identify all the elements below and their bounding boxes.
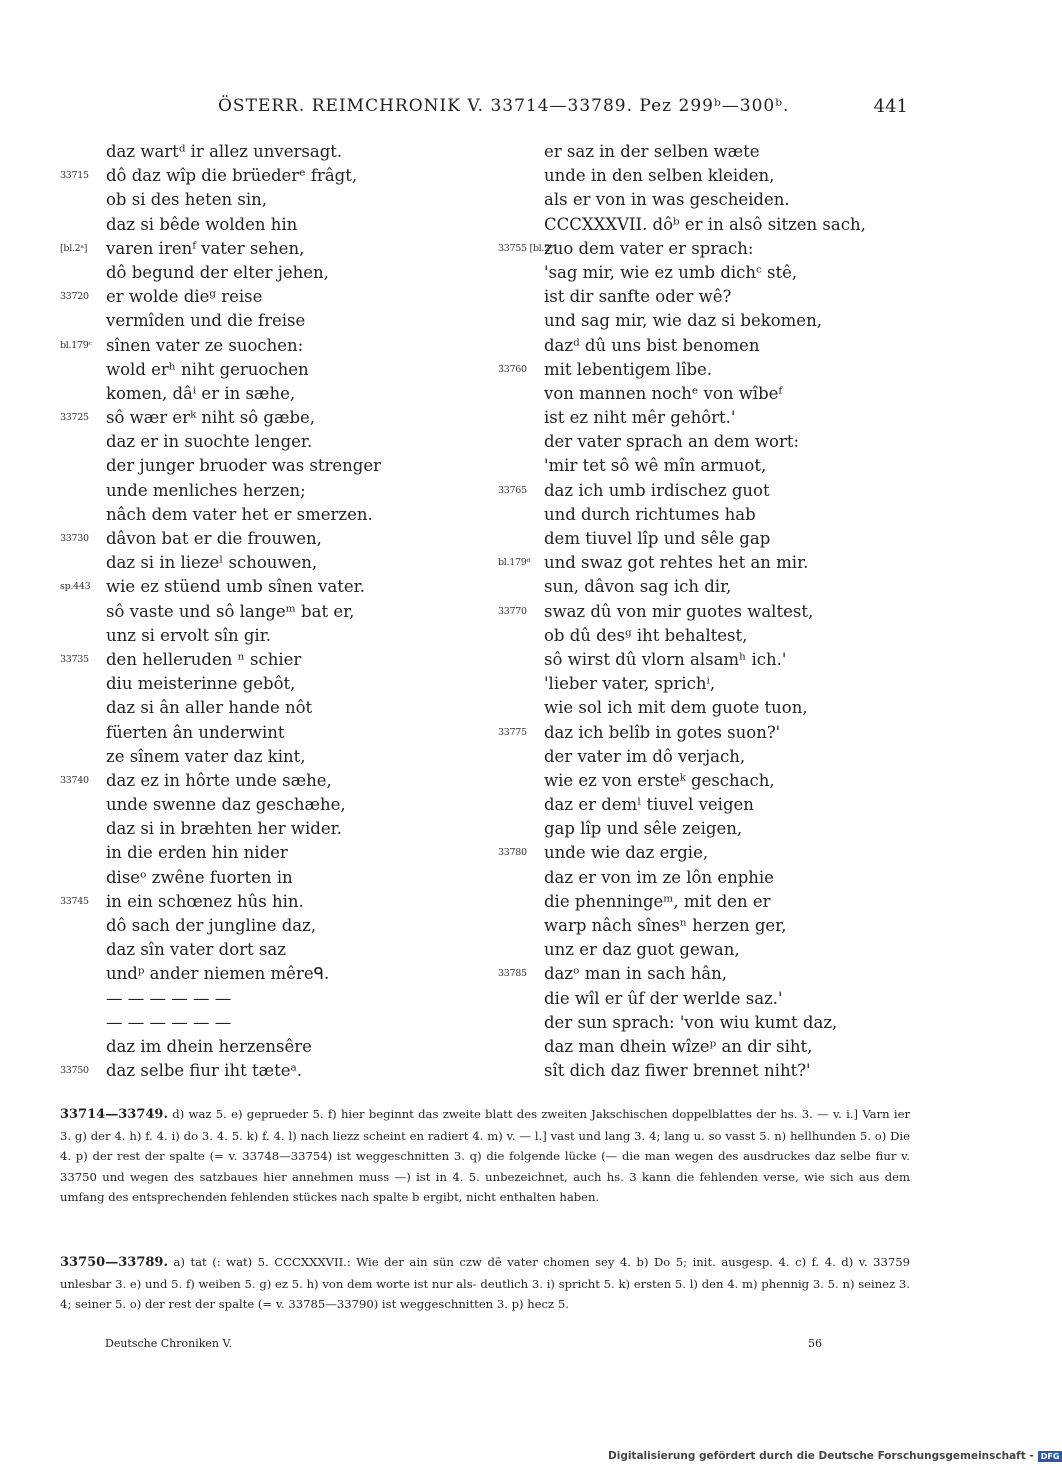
footer-signature: 56 xyxy=(808,1337,822,1350)
verse-text: ze sînem vater daz kint, xyxy=(106,746,306,766)
verse-line xyxy=(60,213,460,237)
verse-number: bl.179ᶜ xyxy=(60,339,92,351)
verse-text: daz man dhein wîzeᵖ an dir siht, xyxy=(544,1036,813,1056)
verse-line xyxy=(498,793,928,817)
verse-line xyxy=(60,817,460,841)
verse-line xyxy=(498,358,928,382)
page-header xyxy=(0,96,1000,120)
verse-line xyxy=(498,624,928,648)
verse-line xyxy=(498,164,928,188)
verse-text: unz si ervolt sîn gir. xyxy=(106,625,272,645)
verse-text: sô wirst dû vlorn alsamʰ ich.' xyxy=(544,649,787,669)
verse-text: mit lebentigem lîbe. xyxy=(544,359,713,379)
verse-line xyxy=(60,309,460,333)
verse-line xyxy=(60,188,460,212)
verse-line xyxy=(60,1059,460,1083)
verse-text: daz ich belîb in gotes suon?' xyxy=(544,722,781,742)
verse-line xyxy=(498,382,928,406)
verse-text: dô begund der elter jehen, xyxy=(106,262,329,282)
verse-text: unz er daz guot gewan, xyxy=(544,940,740,960)
verse-line xyxy=(60,914,460,938)
verse-line xyxy=(498,140,928,164)
verse-line xyxy=(60,648,460,672)
verse-text: unde swenne daz geschæhe, xyxy=(106,795,346,815)
verse-text: diseᵒ zwêne fuorten in xyxy=(106,867,293,887)
verse-text: der junger bruoder was strenger xyxy=(106,456,382,476)
verse-line xyxy=(60,624,460,648)
verse-line xyxy=(498,1011,928,1035)
verse-line xyxy=(498,962,928,986)
verse-text: die phenningeᵐ, mit den er xyxy=(544,891,771,911)
apparatus-text-1: d) waz 5. e) geprueder 5. f) hier beginnt das zweite blatt des zweiten Jakschischen doppelblattes der hs. 3. — v. i.] Varn ier 3. g) der 4. h) f. 4. i) do 3. 4. 5. k) f. 4. l) nach liezz scheint en radiert 4. m) v. — l.] vast und lang 3. 4; lang u. so vasst 5. n) hellhunden 5. o) Die 4. p) der rest der spalte (= v. 33748—33754) ist weggeschnitten 3. q) die folgende lücke (— die man wegen des ausdruckes daz selbe fiur v. 33750 und wegen des satzbaues hier annehmen muss —) ist in 4. 5. unbezeichnet, auch hs. 3 kann die fehlenden verse, wie sich aus dem umfang des entsprechenden fehlenden stückes nach spalte b ergibt, nicht enthalten haben. xyxy=(60,1107,910,1205)
left-verse-column xyxy=(60,140,460,1083)
verse-number: 33750 xyxy=(60,1065,89,1077)
verse-text: daz selbe fiur iht tæteᵃ. xyxy=(106,1061,303,1081)
verse-text: ob si des heten sin, xyxy=(106,190,268,210)
verse-text: dem tiuvel lîp und sêle gap xyxy=(544,529,771,548)
verse-text: er saz in der selben wæte xyxy=(544,142,760,161)
verse-number: 33755 [bl.2ᵇ] xyxy=(498,242,557,254)
verse-text: — — — — — — xyxy=(106,1012,232,1032)
verse-line xyxy=(60,575,460,599)
verse-text: unde menliches herzen; xyxy=(106,480,306,500)
verse-line xyxy=(498,1059,928,1083)
verse-text: 'lieber vater, sprichⁱ, xyxy=(544,674,716,694)
verse-line xyxy=(498,527,928,551)
verse-text: der vater im dô verjach, xyxy=(544,746,746,766)
verse-text: daz er von im ze lôn enphie xyxy=(544,867,774,887)
verse-line xyxy=(498,914,928,938)
verse-text: daz wartᵈ ir allez unversagt. xyxy=(106,142,343,161)
verse-number: 33730 xyxy=(60,533,89,544)
verse-line xyxy=(498,454,928,478)
verse-line xyxy=(498,648,928,672)
verse-text: daz si in liezeˡ schouwen, xyxy=(106,553,318,573)
verse-text: gap lîp und sêle zeigen, xyxy=(544,819,743,839)
verse-line xyxy=(60,745,460,769)
verse-text: ist dir sanfte oder wê? xyxy=(544,287,732,307)
apparatus-block-1 xyxy=(60,1104,910,1208)
verse-text: diu meisterinne gebôt, xyxy=(106,674,296,694)
verse-line xyxy=(498,406,928,430)
verse-text: daz si in bræhten her wider. xyxy=(106,819,342,839)
verse-line xyxy=(498,938,928,962)
verse-line xyxy=(498,334,928,358)
verse-line xyxy=(498,575,928,599)
verse-number: 33775 xyxy=(498,726,527,738)
verse-text: unde wie daz ergie, xyxy=(544,843,709,863)
verse-number: 33765 xyxy=(498,484,527,496)
verse-text: sô vaste und sô langeᵐ bat er, xyxy=(106,601,355,621)
verse-line xyxy=(60,406,460,430)
verse-text: dô sach der jungline daz, xyxy=(106,916,317,935)
verse-line xyxy=(60,890,460,914)
verse-number: 33745 xyxy=(60,895,89,907)
verse-text: dazᵈ dû uns bist benomen xyxy=(544,335,760,355)
verse-text: daz si bêde wolden hin xyxy=(106,214,298,234)
verse-number: 33760 xyxy=(498,363,527,375)
verse-text: die wîl er ûf der werlde saz.' xyxy=(544,988,783,1008)
verse-line xyxy=(60,164,460,188)
apparatus-block-2 xyxy=(60,1252,910,1315)
verse-number: 33735 xyxy=(60,653,89,665)
verse-number: sp.443 xyxy=(60,581,91,593)
verse-line xyxy=(498,866,928,890)
verse-number: [bl.2ᵃ] xyxy=(60,242,88,254)
verse-text: — — — — — — xyxy=(106,988,232,1008)
verse-line xyxy=(60,140,460,164)
verse-line xyxy=(60,987,460,1011)
running-title: ÖSTERR. REIMCHRONIK V. 33714—33789. Pez 299ᵇ—300ᵇ. xyxy=(218,96,790,116)
verse-line xyxy=(60,721,460,745)
verse-line xyxy=(60,285,460,309)
verse-text: als er von in was gescheiden. xyxy=(544,190,790,210)
footer-series: Deutsche Chroniken V. xyxy=(105,1337,232,1350)
verse-line xyxy=(60,454,460,478)
verse-text: und swaz got rehtes het an mir. xyxy=(544,553,809,573)
verse-line xyxy=(498,696,928,720)
verse-line xyxy=(498,890,928,914)
verse-line xyxy=(498,1035,928,1059)
verse-line xyxy=(60,261,460,285)
verse-line xyxy=(498,261,928,285)
verse-text: wie ez stüend umb sînen vater. xyxy=(106,577,365,597)
verse-line xyxy=(60,382,460,406)
verse-line xyxy=(60,237,460,261)
verse-text: und sag mir, wie daz si bekomen, xyxy=(544,311,822,331)
page-number: 441 xyxy=(873,96,908,117)
verse-text: der sun sprach: 'von wiu kumt daz, xyxy=(544,1012,838,1032)
verse-line xyxy=(498,721,928,745)
verse-line xyxy=(60,866,460,890)
verse-text: unde in den selben kleiden, xyxy=(544,166,775,186)
dfg-credit-text: Digitalisierung gefördert durch die Deutsche Forschungsgemeinschaft - xyxy=(608,1450,1034,1462)
verse-line xyxy=(498,841,928,865)
verse-text: er wolde dieᵍ reise xyxy=(106,287,263,307)
verse-line xyxy=(498,309,928,333)
verse-number: bl.179ᵈ xyxy=(498,557,530,569)
verse-text: sô wær erᵏ niht sô gæbe, xyxy=(106,408,316,428)
verse-line xyxy=(498,817,928,841)
dfg-credit xyxy=(608,1450,1062,1462)
verse-text: zuo dem vater er sprach: xyxy=(544,238,754,258)
verse-text: dâvon bat er die frouwen, xyxy=(106,529,322,548)
verse-text: sun, dâvon sag ich dir, xyxy=(544,577,732,597)
verse-line xyxy=(60,938,460,962)
verse-line xyxy=(498,430,928,454)
verse-text: von mannen nochᵉ von wîbeᶠ xyxy=(544,383,783,403)
verse-line xyxy=(498,479,928,503)
verse-text: undᵖ ander niemen mêreᑫ. xyxy=(106,964,330,984)
verse-line xyxy=(498,285,928,309)
verse-text: warp nâch sînesⁿ herzen ger, xyxy=(544,916,787,935)
verse-text: wold erʰ niht geruochen xyxy=(106,359,309,379)
verse-line xyxy=(498,987,928,1011)
verse-line xyxy=(60,1035,460,1059)
verse-text: swaz dû von mir guotes waltest, xyxy=(544,601,814,621)
verse-text: komen, dâⁱ er in sæhe, xyxy=(106,383,296,403)
verse-text: dazᵒ man in sach hân, xyxy=(544,964,727,984)
verse-line xyxy=(60,430,460,454)
verse-text: wie sol ich mit dem guote tuon, xyxy=(544,698,808,718)
verse-number: 33770 xyxy=(498,605,527,617)
dfg-logo: DFG xyxy=(1038,1451,1062,1462)
verse-text: daz sîn vater dort saz xyxy=(106,940,286,960)
verse-text: dô daz wîp die brüederᵉ frâgt, xyxy=(106,166,358,186)
verse-text: daz ez in hôrte unde sæhe, xyxy=(106,770,332,790)
verse-line xyxy=(60,672,460,696)
verse-text: varen irenᶠ vater sehen, xyxy=(106,238,305,258)
verse-line xyxy=(60,600,460,624)
verse-text: sînen vater ze suochen: xyxy=(106,335,304,355)
verse-line xyxy=(498,551,928,575)
verse-text: in ein schœnez hûs hin. xyxy=(106,891,304,911)
verse-text: daz er in suochte lenger. xyxy=(106,432,313,452)
verse-text: füerten ân underwint xyxy=(106,722,285,742)
verse-text: daz er demˡ tiuvel veigen xyxy=(544,795,754,815)
verse-line xyxy=(498,769,928,793)
apparatus-text-2: a) tat (: wat) 5. CCCXXXVII.: Wie der ain sün czw dē vater chomen sey 4. b) Do 5; init. ausgesp. 4. c) f. 4. d) v. 33759 unlesbar 3. e) und 5. f) weiben 5. g) ez 5. h) von dem worte ist nur als- deutlich 3. i) spricht 5. k) ersten 5. l) den 4. m) phennig 3. 5. n) seinez 3. 4; seiner 5. o) der rest der spalte (= v. 33785—33790) ist weggeschnitten 3. p) hecz 5. xyxy=(60,1255,910,1312)
verse-text: 'mir tet sô wê mîn armuot, xyxy=(544,456,767,476)
verse-number: 33785 xyxy=(498,968,527,980)
verse-text: vermîden und die freise xyxy=(106,311,306,331)
verse-number: 33720 xyxy=(60,291,89,303)
verse-text: daz si ân aller hande nôt xyxy=(106,698,313,718)
verse-line xyxy=(60,358,460,382)
verse-text: ob dû desᵍ iht behaltest, xyxy=(544,625,748,645)
verse-line xyxy=(60,479,460,503)
verse-number: 33725 xyxy=(60,412,89,424)
verse-line xyxy=(498,188,928,212)
verse-line xyxy=(60,334,460,358)
verse-line xyxy=(60,962,460,986)
verse-line xyxy=(60,769,460,793)
verse-number: 33740 xyxy=(60,774,89,786)
verse-text: daz ich umb irdischez guot xyxy=(544,480,770,500)
verse-line xyxy=(498,237,928,261)
verse-line xyxy=(60,1011,460,1035)
verse-text: CCCXXXVII. dôᵇ er in alsô sitzen sach, xyxy=(544,214,866,234)
verse-text: daz im dhein herzensêre xyxy=(106,1036,312,1056)
apparatus-range-1: 33714—33749. xyxy=(60,1107,168,1122)
verse-number: 33715 xyxy=(60,170,89,182)
verse-line xyxy=(60,696,460,720)
verse-text: 'sag mir, wie ez umb dichᶜ stê, xyxy=(544,262,798,282)
verse-text: in die erden hin nider xyxy=(106,843,288,863)
verse-text: den helleruden ⁿ schier xyxy=(106,649,302,669)
verse-line xyxy=(60,503,460,527)
verse-text: wie ez von ersteᵏ geschach, xyxy=(544,770,775,790)
apparatus-range-2: 33750—33789. xyxy=(60,1255,168,1270)
verse-line xyxy=(60,527,460,551)
verse-text: sît dich daz fiwer brennet niht?' xyxy=(544,1061,811,1081)
verse-text: der vater sprach an dem wort: xyxy=(544,432,800,452)
verse-line xyxy=(60,793,460,817)
verse-number: 33780 xyxy=(498,847,527,859)
verse-line xyxy=(498,745,928,769)
right-verse-column xyxy=(498,140,928,1083)
verse-text: und durch richtumes hab xyxy=(544,504,756,524)
verse-text: nâch dem vater het er smerzen. xyxy=(106,504,373,524)
verse-line xyxy=(498,503,928,527)
verse-line xyxy=(60,551,460,575)
verse-text: ist ez niht mêr gehôrt.' xyxy=(544,408,736,428)
verse-line xyxy=(60,841,460,865)
verse-line xyxy=(498,672,928,696)
verse-line xyxy=(498,600,928,624)
verse-line xyxy=(498,213,928,237)
